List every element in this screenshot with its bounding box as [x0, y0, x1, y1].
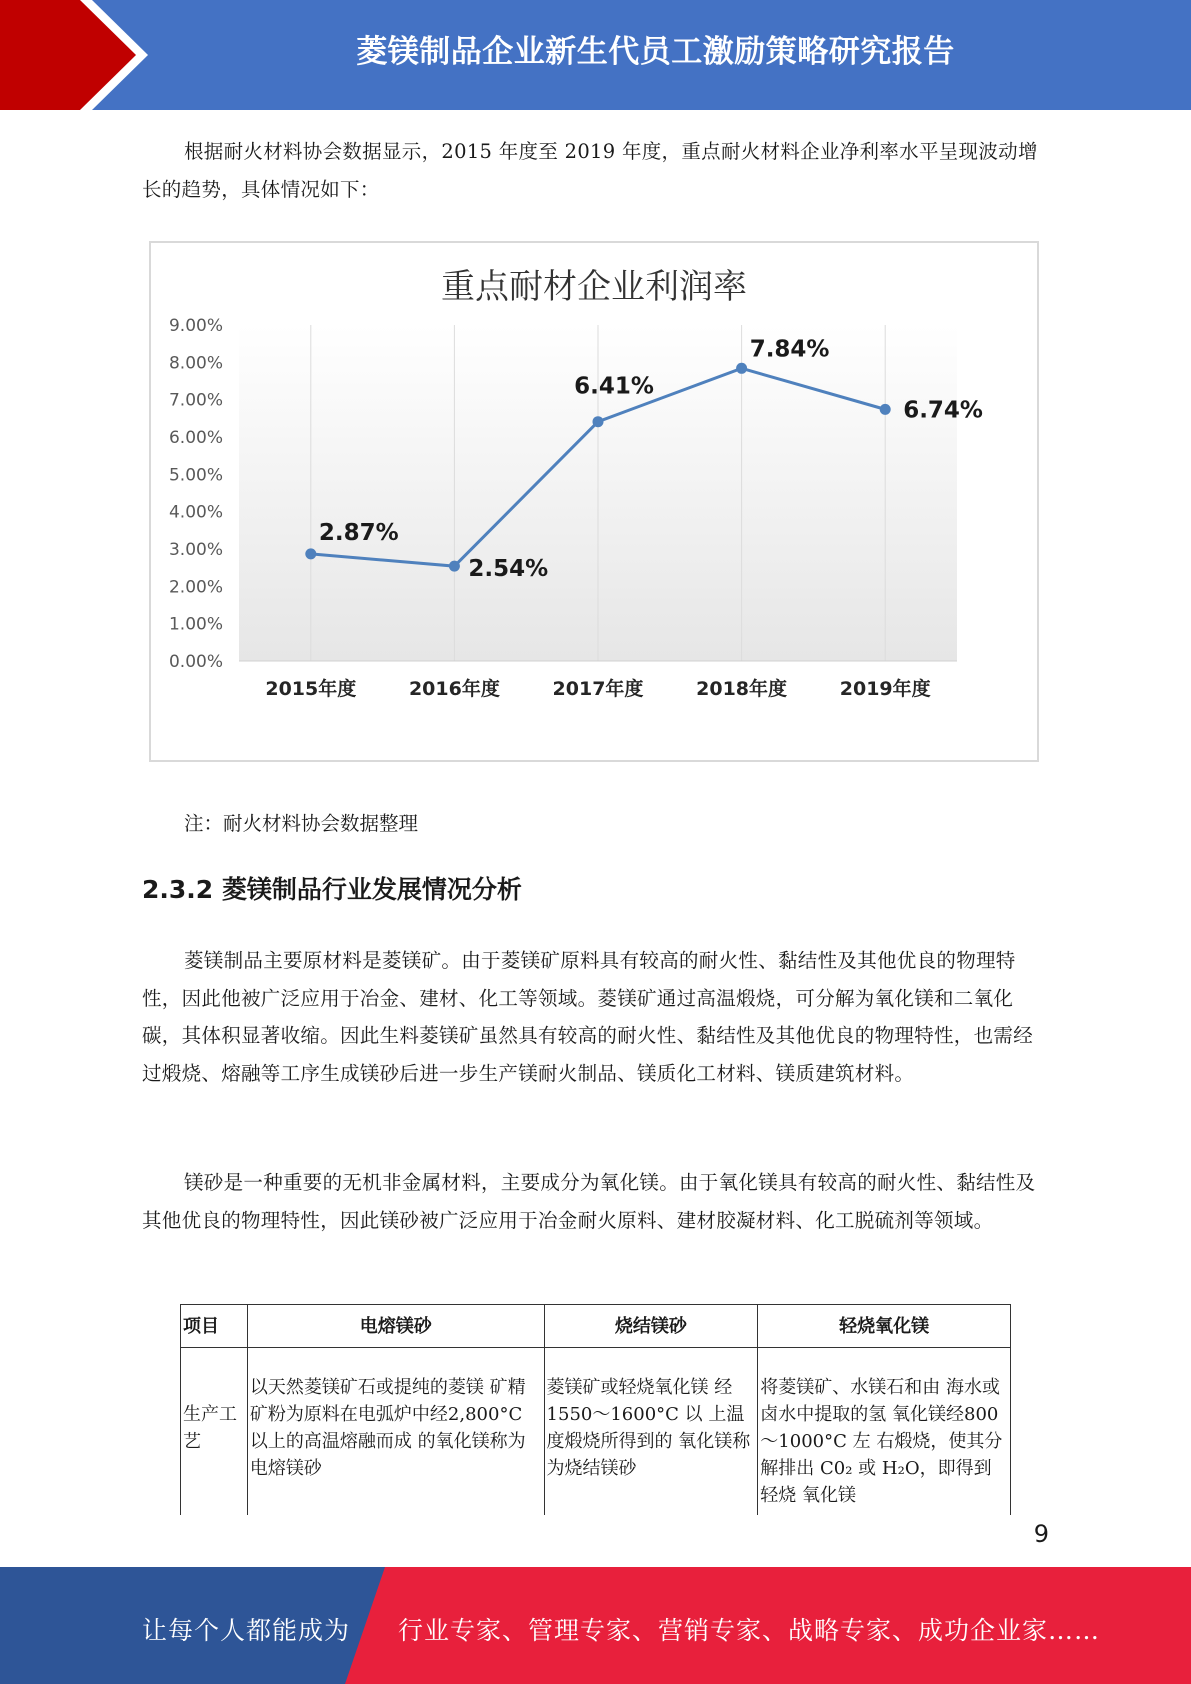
profit-rate-chart: [149, 241, 1039, 762]
x-tick-label: 2018年度: [696, 678, 788, 700]
data-point: [880, 404, 891, 415]
y-tick-label: 8.00%: [168, 353, 223, 374]
paragraph-magnesite: 菱镁制品主要原材料是菱镁矿。由于菱镁矿原料具有较高的耐火性、黏结性及其他优良的物理特性，因此他被广泛应用于冶金、建材、化工等领域。菱镁矿通过高温煅烧，可分解为氧化镁和二氧化碳，其体积显著收缩。因此生料菱镁矿虽然具有较高的耐火性、黏结性及其他优良的物理特性，也需经过煅烧、熔融等工序生成镁砂后进一步生产镁耐火制品、镁质化工材料、镁质建筑材料。: [142, 949, 1034, 1085]
y-tick-label: 7.00%: [168, 390, 223, 411]
data-label: 2.87%: [318, 519, 399, 546]
footer-slogan-right: 行业专家、管理专家、营销专家、战略专家、成功企业家……: [398, 1616, 1101, 1645]
table-cell: 以天然菱镁矿石或提纯的菱镁 矿精矿粉为原料在电弧炉中经2,800°C 以上的高温熔融而成 的氧化镁称为电熔镁砂: [247, 1348, 544, 1516]
header-red-arrow: [0, 0, 150, 110]
page-number: 9: [1033, 1520, 1049, 1548]
intro-paragraph: 根据耐火材料协会数据显示，2015 年度至 2019 年度，重点耐火材料企业净利率水平呈现波动增长的趋势，具体情况如下：: [142, 140, 1038, 201]
table-header: 电熔镁砂: [247, 1305, 544, 1348]
y-tick-label: 6.00%: [168, 428, 223, 448]
table-cell: 菱镁矿或轻烧氧化镁 经1550～1600°C 以 上温度煅烧所得到的 氧化镁称为烧结镁砂: [544, 1348, 758, 1516]
table-header-row: [181, 1305, 1011, 1348]
y-tick-label: 1.00%: [168, 614, 223, 635]
magnesia-comparison-table: [180, 1304, 1011, 1515]
y-tick-label: 5.00%: [168, 465, 223, 486]
paragraph-magnesia: 镁砂是一种重要的无机非金属材料，主要成分为氧化镁。由于氧化镁具有较高的耐火性、黏结性及其他优良的物理特性，因此镁砂被广泛应用于冶金耐火原料、建材胶凝材料、化工脱硫剂等领域。: [142, 1171, 1036, 1232]
y-tick-label: 2.00%: [168, 577, 223, 598]
y-tick-label: 3.00%: [168, 540, 223, 560]
report-title: 菱镁制品企业新生代员工激励策略研究报告: [356, 34, 955, 70]
page-header: [0, 0, 1191, 110]
x-tick-label: 2016年度: [408, 678, 500, 700]
y-tick-label: 4.00%: [168, 502, 223, 523]
table-header: 项目: [181, 1305, 248, 1348]
table-header: 轻烧氧化镁: [758, 1305, 1011, 1348]
table-cell: 将菱镁矿、水镁石和由 海水或卤水中提取的氢 氧化镁经800～1000°C 左 右煅烧，使其分解排出 C0₂ 或 H₂O，即得到轻烧 氧化镁: [758, 1348, 1011, 1516]
x-tick-label: 2017年度: [552, 678, 644, 700]
table-header: 烧结镁砂: [544, 1305, 758, 1348]
data-point: [593, 416, 604, 427]
chart-title: 重点耐材企业利润率: [441, 267, 747, 307]
section-heading: 2.3.2 菱镁制品行业发展情况分析: [142, 875, 522, 904]
table-row-label: 生产工艺: [181, 1348, 248, 1516]
data-label: 6.74%: [903, 397, 983, 424]
data-label: 7.84%: [749, 336, 830, 363]
x-tick-label: 2019年度: [839, 678, 931, 700]
data-label: 2.54%: [468, 556, 549, 583]
chart-note: 注：耐火材料协会数据整理: [184, 812, 419, 835]
data-point: [305, 548, 316, 559]
footer-slogan-left: 让每个人都能成为: [142, 1616, 351, 1645]
table-row: [181, 1348, 1011, 1516]
y-tick-label: 0.00%: [168, 652, 223, 672]
data-point: [736, 363, 747, 374]
chart-canvas: [151, 243, 1037, 760]
data-point: [449, 561, 460, 572]
data-label: 6.41%: [574, 373, 654, 400]
y-tick-label: 9.00%: [168, 316, 223, 336]
x-tick-label: 2015年度: [265, 678, 357, 700]
